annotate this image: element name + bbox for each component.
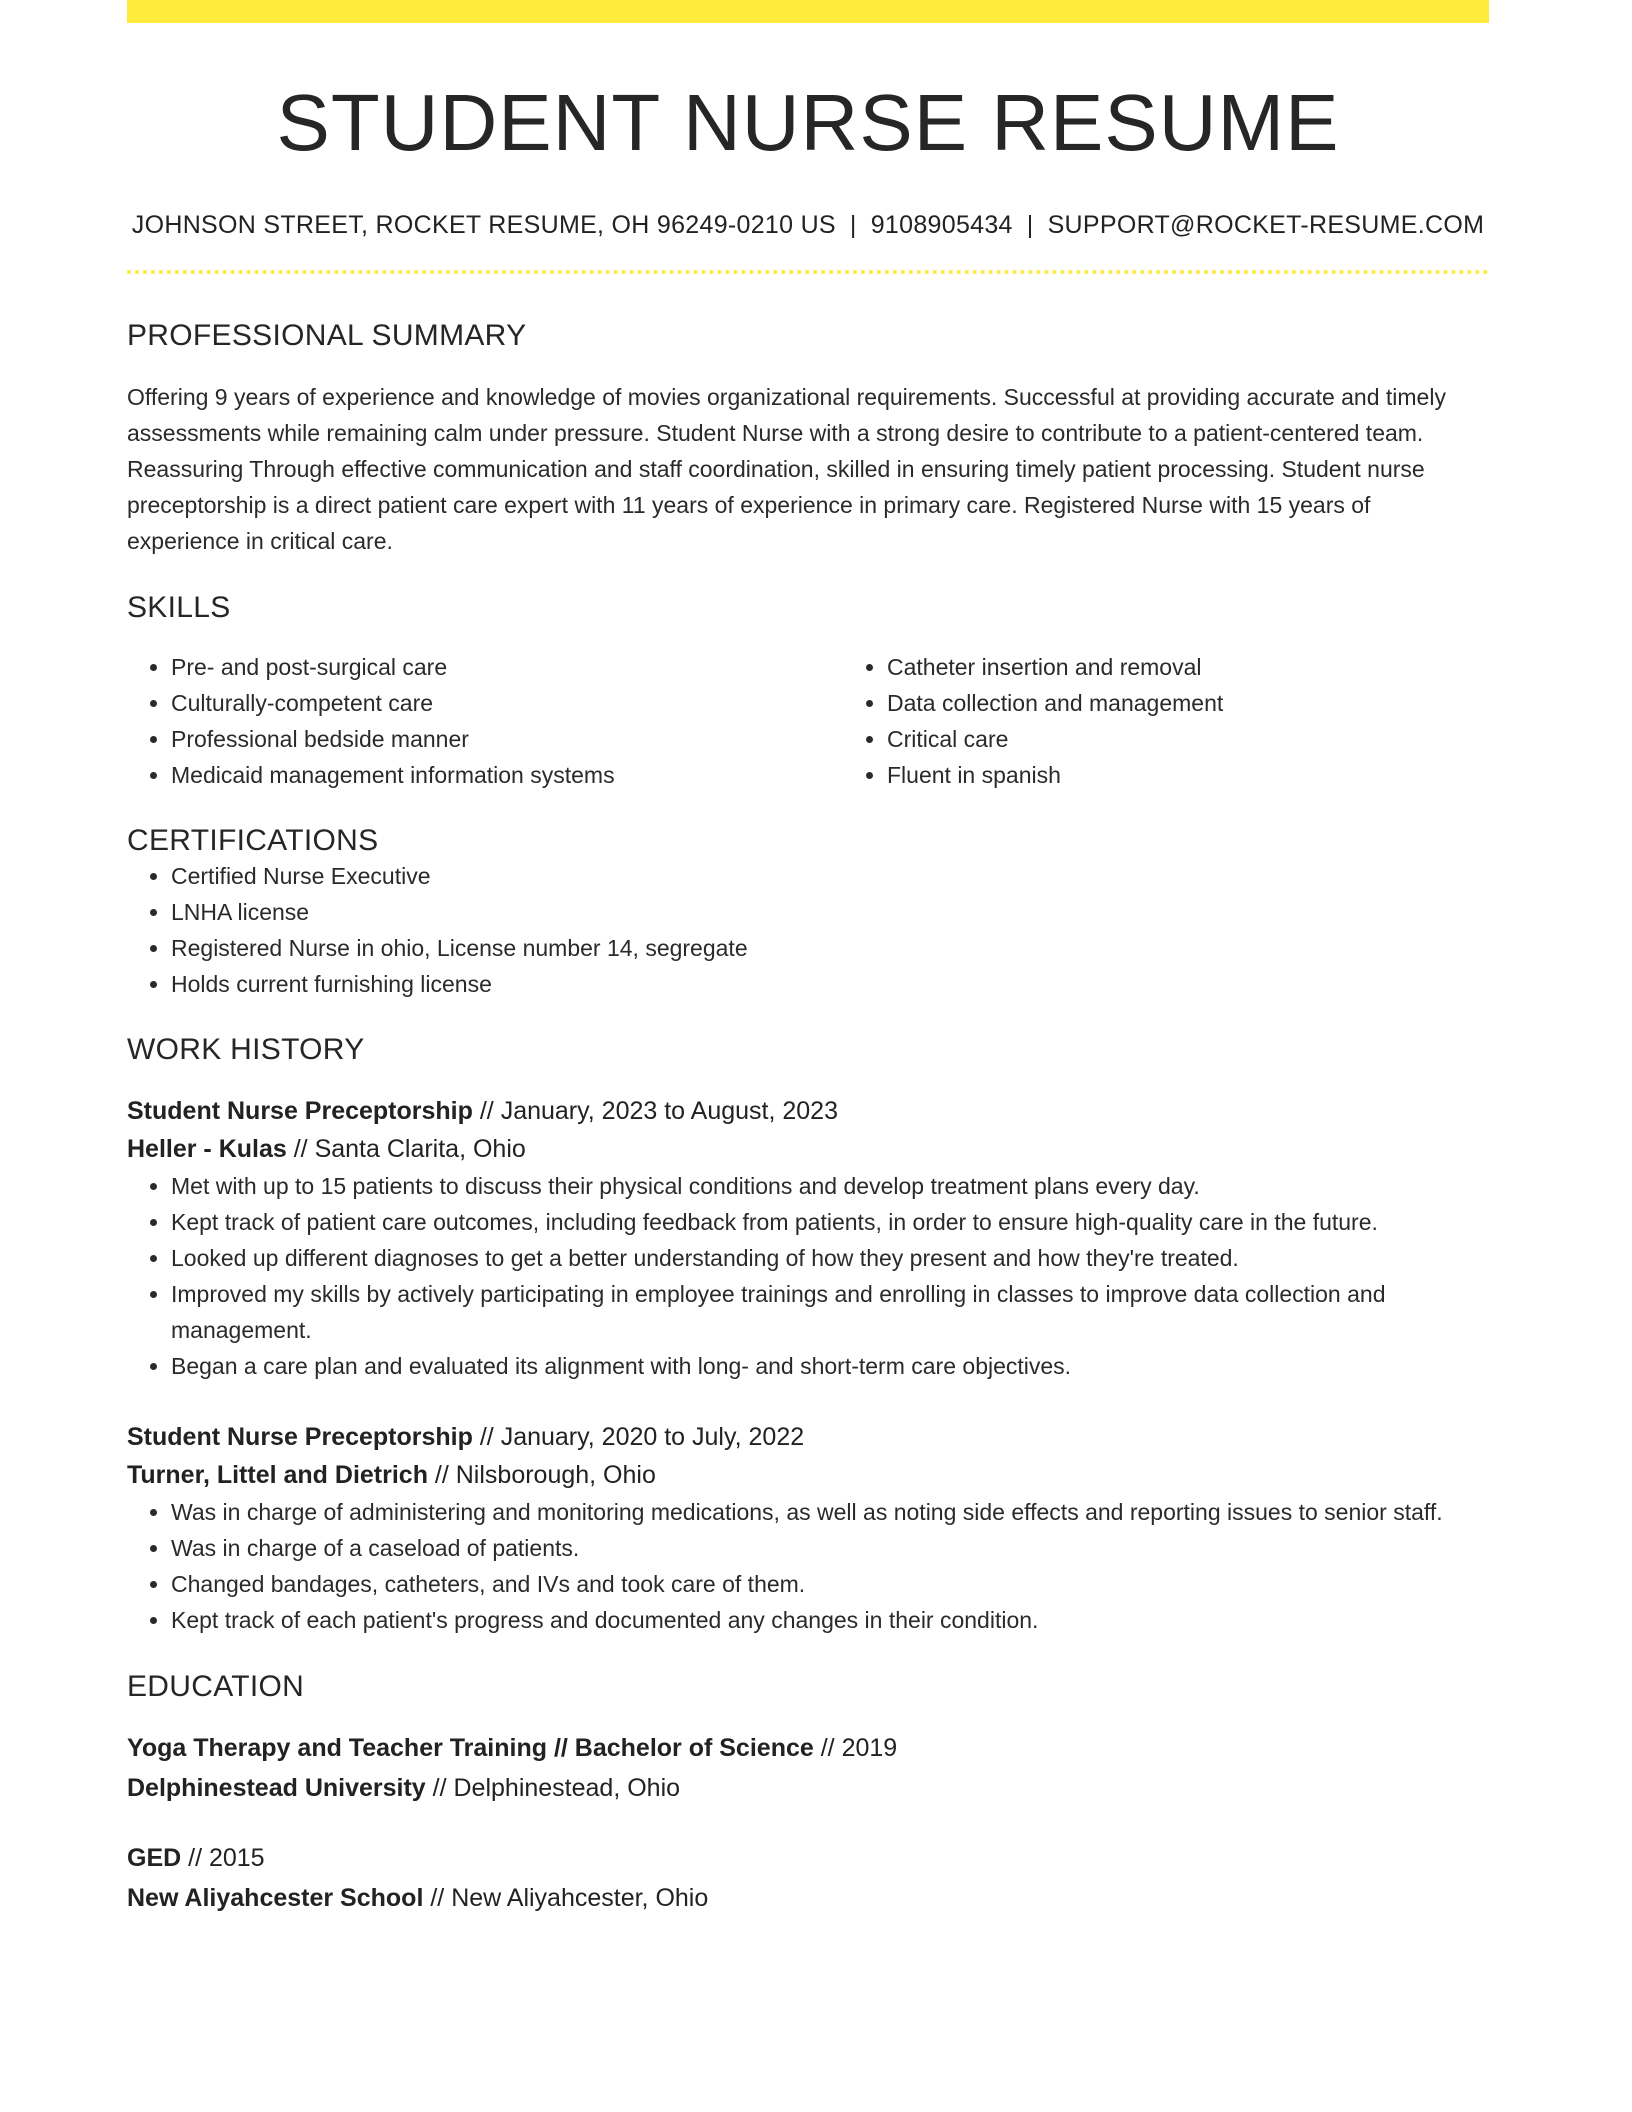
certification-item: • Certified Nurse Executive xyxy=(171,858,1489,894)
education-degree: GED xyxy=(127,1844,182,1872)
skills-right-list xyxy=(843,649,1559,793)
education-year: // 2015 xyxy=(181,1844,265,1872)
job-bullet: • Improved my skills by actively participating in employee trainings and enrolling in classes to improve data collection and management. xyxy=(171,1276,1489,1348)
certification-item: • Registered Nurse in ohio, License number 14, segregate xyxy=(171,930,1489,966)
contact-separator: | xyxy=(1026,211,1034,239)
job-company-line xyxy=(127,1456,1489,1494)
education-year: // 2019 xyxy=(813,1734,898,1762)
contact-separator: | xyxy=(849,211,857,239)
job-bullet: • Was in charge of a caseload of patients. xyxy=(171,1530,1489,1566)
summary-heading: PROFESSIONAL SUMMARY xyxy=(127,319,527,352)
job-bullets xyxy=(127,1168,1489,1384)
education-degree-line xyxy=(127,1728,1489,1768)
job-bullets xyxy=(127,1494,1489,1638)
education-entry xyxy=(127,1838,1489,1918)
skill-item: • Critical care xyxy=(887,721,1559,757)
resume-title: STUDENT NURSE RESUME xyxy=(276,78,1340,167)
education-school: New Aliyahcester School xyxy=(127,1884,424,1912)
email: SUPPORT@ROCKET-RESUME.COM xyxy=(1047,211,1485,239)
contact-line xyxy=(127,211,1489,240)
education-entry xyxy=(127,1728,1489,1808)
skill-item: • Catheter insertion and removal xyxy=(887,649,1559,685)
accent-bar xyxy=(127,0,1489,23)
skills-left-list xyxy=(127,649,843,793)
certification-item: • Holds current furnishing license xyxy=(171,966,1489,1002)
education-school-line xyxy=(127,1768,1489,1808)
job-bullet: • Looked up different diagnoses to get a better understanding of how they present and how they're treated. xyxy=(171,1240,1489,1276)
job-role: Student Nurse Preceptorship xyxy=(127,1423,473,1451)
job-dates: // January, 2020 to July, 2022 xyxy=(472,1423,805,1451)
dotted-divider xyxy=(127,270,1489,274)
job-bullet: • Changed bandages, catheters, and IVs and took care of them. xyxy=(171,1566,1489,1602)
job-location: // Nilsborough, Ohio xyxy=(427,1461,656,1489)
certification-item: • LNHA license xyxy=(171,894,1489,930)
job-header xyxy=(127,1092,1489,1168)
job-bullet: • Began a care plan and evaluated its alignment with long- and short-term care objectives. xyxy=(171,1348,1489,1384)
education-location: // New Aliyahcester, Ohio xyxy=(423,1884,709,1912)
education-school-line xyxy=(127,1878,1489,1918)
education-degree: Yoga Therapy and Teacher Training // Bachelor of Science xyxy=(127,1734,814,1762)
skill-item: • Culturally-competent care xyxy=(171,685,843,721)
summary-text: Offering 9 years of experience and knowledge of movies organizational requirements. Successful at providing accurate and timely assessments while remaining calm under pressure. Student Nurse with a strong desire to contribute to a patient-centered team. Reassuring Through effective communication and staff coordination, skilled in ensuring timely patient processing. Student nurse preceptorship is a direct patient care expert with 11 years of experience in primary care. Registered Nurse with 15 years of experience in critical care. xyxy=(127,384,1446,554)
skills-heading: SKILLS xyxy=(127,591,231,624)
job-company: Turner, Littel and Dietrich xyxy=(127,1461,428,1489)
certifications-heading: CERTIFICATIONS xyxy=(127,824,379,857)
certifications-list xyxy=(127,858,1489,1002)
education-location: // Delphinestead, Ohio xyxy=(425,1774,681,1802)
resume-page xyxy=(127,0,1489,1918)
job-title-line xyxy=(127,1418,1489,1456)
skill-item: • Professional bedside manner xyxy=(171,721,843,757)
job-role: Student Nurse Preceptorship xyxy=(127,1097,473,1125)
work-history-heading: WORK HISTORY xyxy=(127,1033,365,1066)
job-title-line xyxy=(127,1092,1489,1130)
job-header xyxy=(127,1418,1489,1494)
skill-item: • Pre- and post-surgical care xyxy=(171,649,843,685)
job-bullet: • Met with up to 15 patients to discuss their physical conditions and develop treatment plans every day. xyxy=(171,1168,1489,1204)
phone: 9108905434 xyxy=(870,211,1013,239)
job-company: Heller - Kulas xyxy=(127,1135,287,1163)
skill-item: • Data collection and management xyxy=(887,685,1559,721)
job-dates: // January, 2023 to August, 2023 xyxy=(472,1097,838,1125)
skill-item: • Medicaid management information systems xyxy=(171,757,843,793)
education-degree-line xyxy=(127,1838,1489,1878)
job-location: // Santa Clarita, Ohio xyxy=(286,1135,526,1163)
address: JOHNSON STREET, ROCKET RESUME, OH 96249-0210 US xyxy=(131,211,836,239)
education-heading: EDUCATION xyxy=(127,1670,305,1703)
job-company-line xyxy=(127,1130,1489,1168)
job-bullet: • Was in charge of administering and monitoring medications, as well as noting side effects and reporting issues to senior staff. xyxy=(171,1494,1489,1530)
skill-item: • Fluent in spanish xyxy=(887,757,1559,793)
job-bullet: • Kept track of each patient's progress and documented any changes in their condition. xyxy=(171,1602,1489,1638)
job-bullet: • Kept track of patient care outcomes, including feedback from patients, in order to ensure high-quality care in the future. xyxy=(171,1204,1489,1240)
skills-columns xyxy=(127,649,1489,793)
education-school: Delphinestead University xyxy=(127,1774,426,1802)
